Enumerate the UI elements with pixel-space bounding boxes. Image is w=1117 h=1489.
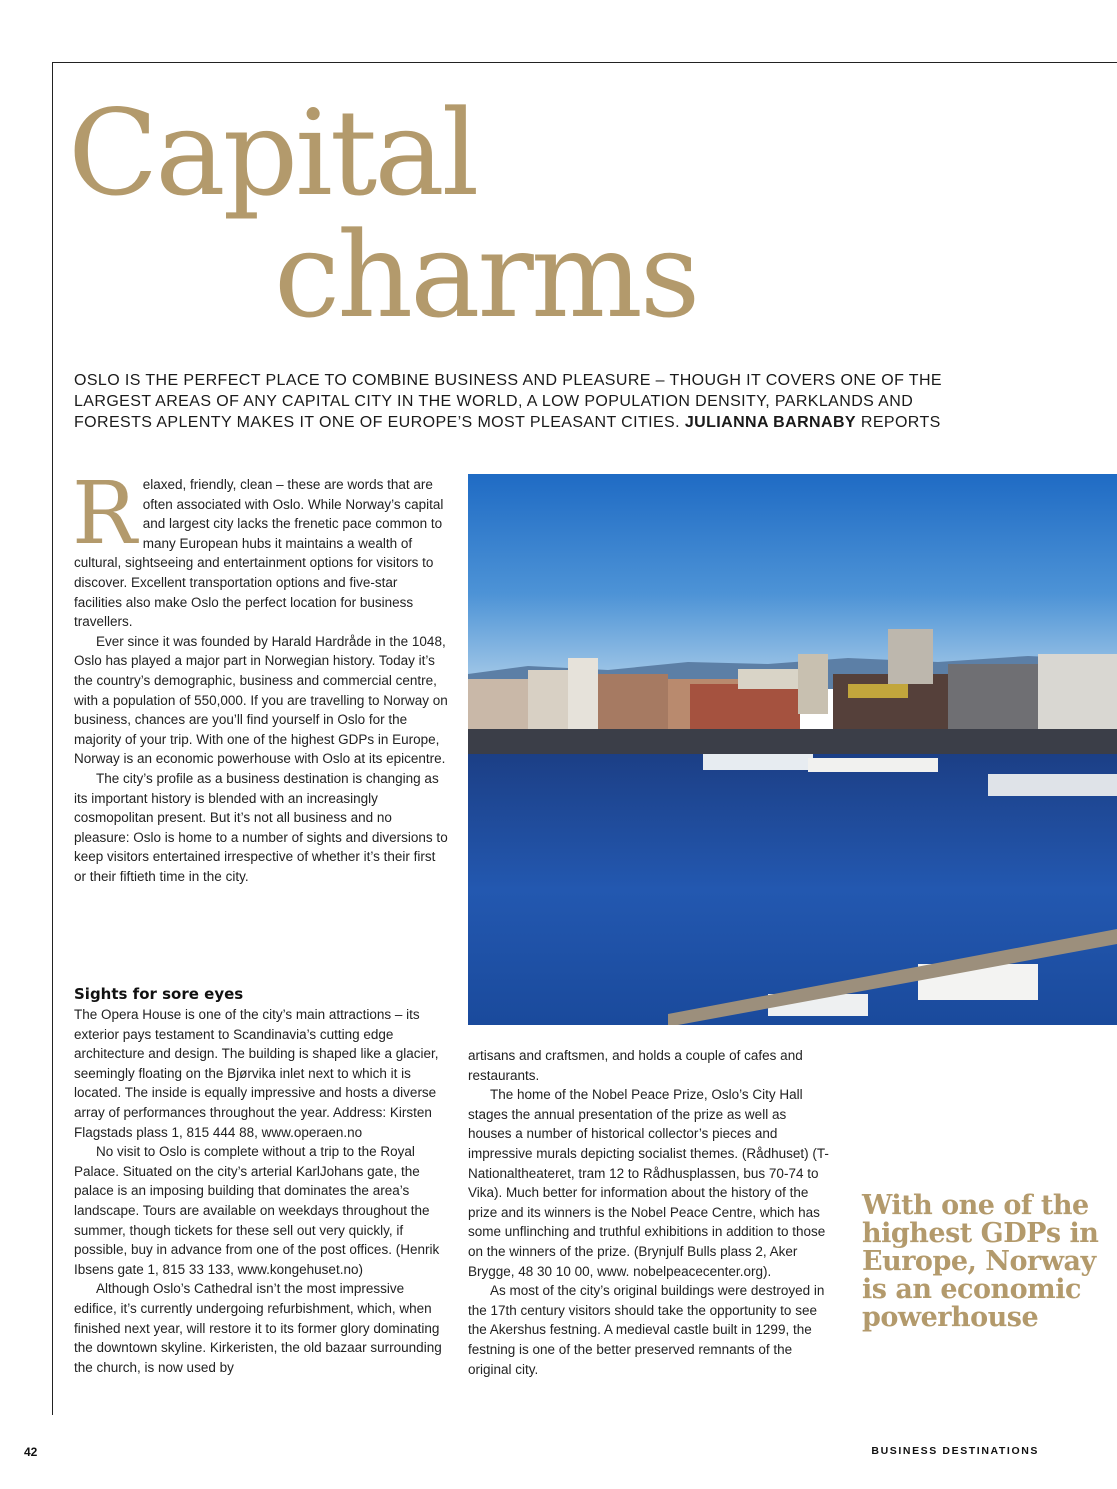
standfirst-text: OSLO IS THE PERFECT PLACE TO COMBINE BUSINESS AND PLEASURE – THOUGH IT COVERS ONE OF THE LARGEST AREAS OF ANY CAPITAL CITY IN THE WORLD, A LOW POPULATION DENSITY, PARKLANDS AND FORESTS APLENTY MAKES IT ONE OF EUROPE’S MOST PLEASANT CITIES.: [74, 372, 942, 431]
oslo-harbour-photo: [468, 474, 1117, 1025]
page-number: 42: [24, 1445, 38, 1459]
standfirst-suffix: REPORTS: [860, 414, 941, 431]
sky: [468, 474, 1117, 674]
paragraph-4: The Opera House is one of the city’s main attractions – its exterior pays testament to Scandinavia’s cutting edge architecture and design. The building is shaped like a glacier, seemingly floating on the Bjørvika inlet next to which it is located. The inside is equally impressive and hosts a diverse array of performances throughout the year. Address: Kirsten Flagstads plass 1, 815 444 88, www.operaen.no: [74, 1007, 439, 1140]
author-name: JULIANNA BARNABY: [684, 414, 856, 431]
paragraph-5: No visit to Oslo is complete without a trip to the Royal Palace. Situated on the city’s arterial KarlJohans gate, the palace is an imposing building that dominates the area’s landscape. Tours are available on weekdays throughout the summer, though tickets for these sell out very quickly, if possible, buy in advance from one of the post offices. (Henrik Ibsens gate 1, 815 33 133, www.kongehuset.no): [74, 1144, 440, 1277]
standfirst: [74, 370, 974, 433]
paragraph-1: [72, 464, 448, 632]
pull-quote: With one of the highest GDPs in Europe, Norway is an economic powerhouse: [862, 1190, 1099, 1333]
column-2-paragraph-2: The home of the Nobel Peace Prize, Oslo’s City Hall stages the annual presentation of the prize as well as houses a number of historical collector’s pieces and impressive murals depicting socialist themes. (Rådhuset) (T-Nationaltheateret, tram 12 to Rådhusplassen, bus 70-74 to Vika). Much better for information about the history of the prize and its winners is the Nobel Peace Centre, which has some unflinching and truthful exhibitions in addition to those on the winners of the prize. (Brynjulf Bulls plass 2, Aker Brygge, 48 30 10 00, www. nobelpeacecenter.org).: [468, 1087, 829, 1279]
body-column-2: [468, 1046, 832, 1379]
column-2-paragraph-3: As most of the city’s original buildings were destroyed in the 17th century visitors should take the opportunity to see the Akershus festning. A medieval castle built in 1299, the festning is one of the better preserved remnants of the original city.: [468, 1283, 825, 1377]
left-rule: [52, 62, 53, 1415]
top-rule: [52, 62, 1117, 63]
body-column-1-top: [72, 464, 448, 886]
column-2-paragraph-1: artisans and craftsmen, and holds a couple of cafes and restaurants.: [468, 1048, 803, 1083]
headline-line-1: Capital: [68, 84, 477, 222]
headline-line-2: charms: [274, 206, 698, 344]
paragraph-1-text: elaxed, friendly, clean – these are words that are often associated with Oslo. While Norway’s capital and largest city lacks the frenetic pace common to many European hubs it maintains a wealth of cultural, sightseeing and entertainment options for visitors to discover. Excellent transportation options and five-star facilities also make Oslo the perfect location for business travellers.: [74, 477, 444, 630]
headline: [68, 84, 698, 344]
paragraph-3: The city’s profile as a business destination is changing as its important history is blended with an increasingly cosmopolitan present. But it’s not all business and no pleasure: Oslo is home to a number of sights and diversions to keep visitors entertained irrespective of whether it’s their first or their fiftieth time in the city.: [74, 770, 448, 884]
paragraph-2: Ever since it was founded by Harald Hardråde in the 1048, Oslo has played a major part in Norwegian history. Today it’s the country’s demographic, business and commercial centre, with a population of 550,000. If you are travelling to Norway on business, chances are you’ll find yourself in Oslo for the majority of your trip. With one of the highest GDPs in Europe, Norway is an economic powerhouse with Oslo at its epicentre.: [74, 633, 448, 767]
body-column-1-bottom: [74, 985, 444, 1377]
drop-cap: R: [72, 464, 137, 564]
paragraph-6: Although Oslo’s Cathedral isn’t the most impressive edifice, it’s currently undergoing refurbishment, which, when finished next year, will restore it to its former glory dominating the downtown skyline. Kirkeristen, the old bazaar surrounding the church, is now used by: [74, 1281, 442, 1375]
section-subhead: Sights for sore eyes: [74, 985, 244, 1003]
publication-title: BUSINESS DESTINATIONS: [871, 1445, 1039, 1457]
